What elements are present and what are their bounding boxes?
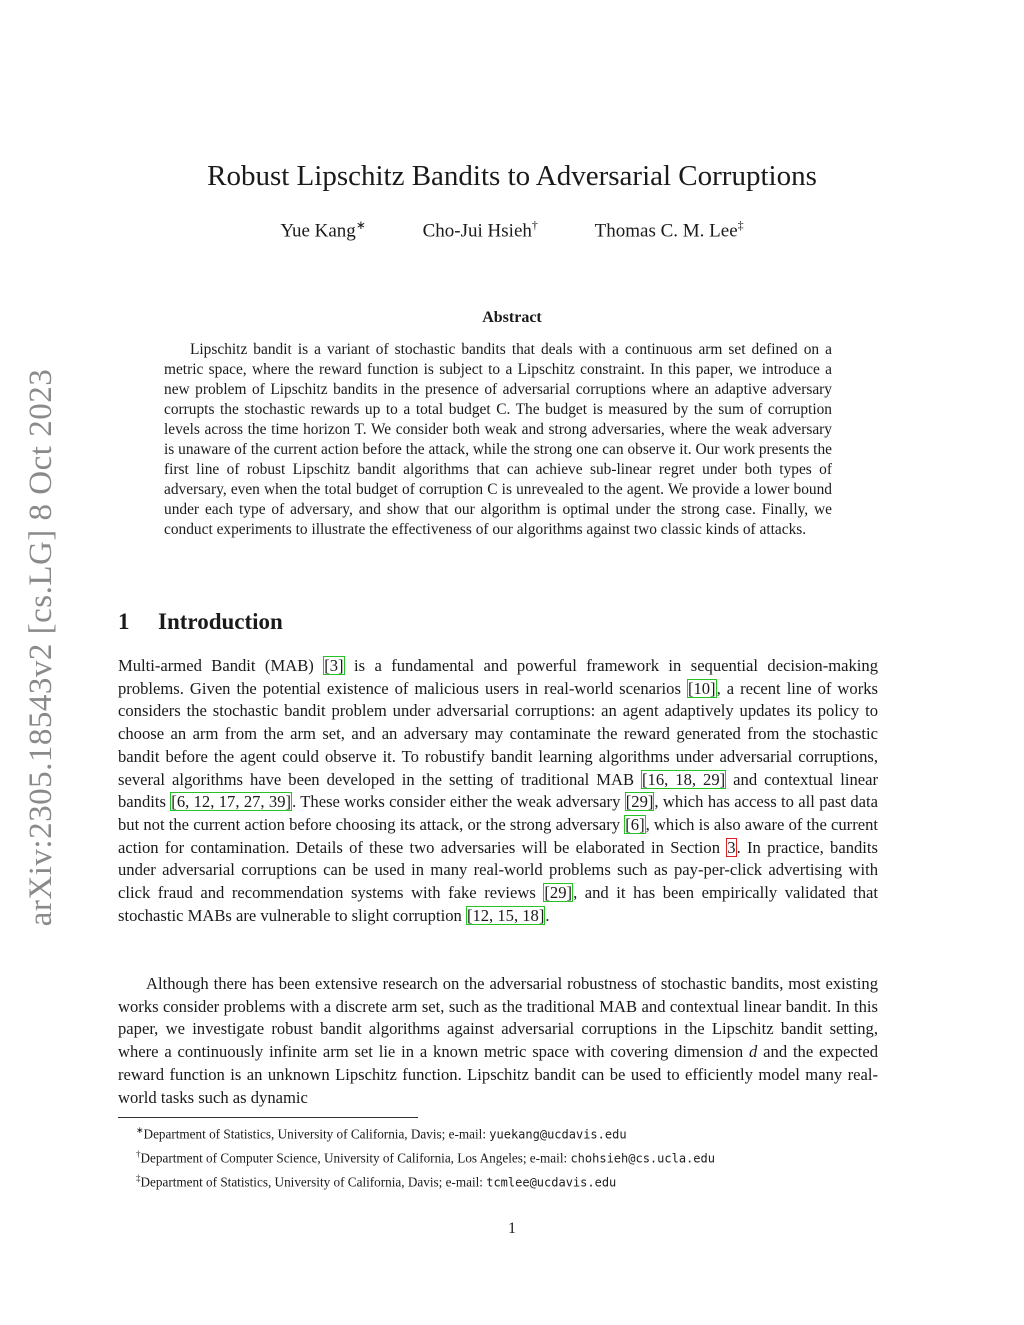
author-footnote-mark: ∗ <box>355 218 366 232</box>
text-run: . In practice, bandits under adversarial corruptions can be used in many real-world problems such as pay-per-click advertising with click fraud and recommendation systems with fake reviews <box>118 837 878 903</box>
footnote-1 <box>136 1121 715 1145</box>
text-run: , which is also aware of the current action for contamination. Details of these two adversaries will be elaborated in Section <box>118 814 878 857</box>
citation-link[interactable]: [3] <box>324 656 344 675</box>
footnote-mark: † <box>136 1148 141 1159</box>
section-number: 1 <box>118 609 130 634</box>
citation-link[interactable]: [6, 12, 17, 27, 39] <box>171 792 292 812</box>
citation-link[interactable]: [16, 18, 29] <box>642 769 726 789</box>
email-link[interactable]: chohsieh@cs.ucla.edu <box>570 1151 715 1166</box>
footnote-text: Department of Computer Science, University of California, Los Angeles; e-mail: <box>140 1150 571 1166</box>
citation-link[interactable]: [29] <box>544 883 573 903</box>
author-1 <box>280 218 366 242</box>
arxiv-identifier-stamp <box>18 365 66 930</box>
page-number: 1 <box>508 1220 516 1237</box>
citation-link[interactable]: [29] <box>625 792 654 812</box>
text-run: and the expected reward function is an unknown Lipschitz function. Lipschitz bandit can be used to efficiently model many real-world tasks such as dynamic <box>118 1042 878 1107</box>
text-run: , and it has been empirically validated that stochastic MABs are vulnerable to slight corruption <box>118 883 879 925</box>
author-list <box>0 218 1024 242</box>
citation-link[interactable]: [10] <box>687 678 716 698</box>
text-run: , a recent line of works considers the stochastic bandit problem under adversarial corruptions: an agent adaptively updates its policy to choose an arm from the arm set, and an adversary may contaminate the reward generated from the stochastic bandit before the agent could observe it. To robustify bandit learning algorithms under adversarial corruptions, several algorithms have been developed in the setting of traditional MAB <box>118 678 878 789</box>
text-run: Multi-armed Bandit (MAB) <box>118 656 324 675</box>
author-2 <box>423 218 538 242</box>
author-name: Thomas C. M. Lee <box>594 220 738 242</box>
author-name: Cho-Jui Hsieh <box>422 220 532 242</box>
footnote-mark: ∗ <box>136 1125 144 1135</box>
intro-paragraph-2 <box>118 973 878 1109</box>
intro-paragraph-1 <box>118 655 878 927</box>
footnote-3 <box>136 1169 715 1193</box>
text-run: . These works consider either the weak adversary <box>292 792 625 812</box>
abstract-text: Lipschitz bandit is a variant of stochastic bandits that deals with a continuous arm set defined on a metric space, where the reward function is subject to a Lipschitz constraint. In this paper, we introduce a new problem of Lipschitz bandits in the presence of adversarial corruptions where an adaptive adversary corrupts the stochastic rewards up to a total budget C. The budget is measured by the sum of corruption levels across the time horizon T. We consider both weak and strong adversaries, where the weak adversary is unaware of the current action before the attack, while the strong one can observe it. Our work presents the first line of robust Lipschitz bandit algorithms that can achieve sub-linear regret under both types of adversary, even when the total budget of corruption C is unrevealed to the agent. We provide a lower bound under each type of adversary, and show that our algorithm is optimal under the strong case. Finally, we conduct experiments to illustrate the effectiveness of our algorithms against two classic kinds of attacks. <box>164 341 832 538</box>
footnotes <box>136 1121 715 1193</box>
citation-link[interactable]: [12, 15, 18] <box>466 905 545 925</box>
author-footnote-mark: † <box>531 218 538 232</box>
text-run: is a fundamental and powerful framework in sequential decision-making problems. Given the potential existence of malicious users in real-world scenarios <box>118 656 879 698</box>
math-variable: d <box>749 1042 758 1062</box>
email-link[interactable]: yuekang@ucdavis.edu <box>489 1127 627 1142</box>
section-title: Introduction <box>158 609 283 634</box>
footnote-text: Department of Statistics, University of California, Davis; e-mail: <box>140 1174 487 1190</box>
footnote-mark: ‡ <box>136 1172 141 1183</box>
text-run: . <box>545 905 550 925</box>
text-run: Although there has been extensive research on the adversarial robustness of stochastic bandits, most existing works consider problems with a discrete arm set, such as the traditional MAB and contextual linear bandit. In this paper, we investigate robust bandit algorithms against adversarial corruptions in the Lipschitz bandit setting, where a continuously infinite arm set lie in a known metric space with covering dimension <box>118 974 878 1062</box>
text-run: and contextual linear bandits <box>118 769 878 812</box>
section-heading-introduction <box>118 609 283 635</box>
text-run: , which has access to all past data but not the current action before choosing its attack, or the strong adversary <box>118 792 878 834</box>
arxiv-id-text: arXiv:2305.18543v2 [cs.LG] 8 Oct 2023 <box>23 368 60 927</box>
citation-link[interactable]: [6] <box>625 814 645 834</box>
author-3 <box>595 218 744 242</box>
section-reference-link[interactable]: 3 <box>727 837 736 857</box>
footnote-divider <box>118 1117 418 1118</box>
footnote-text: Department of Statistics, University of California, Davis; e-mail: <box>143 1126 490 1142</box>
abstract-heading: Abstract <box>482 309 542 326</box>
author-name: Yue Kang <box>280 220 356 242</box>
paper-title: Robust Lipschitz Bandits to Adversarial Corruptions <box>207 160 817 192</box>
author-footnote-mark: ‡ <box>737 218 744 232</box>
footnote-2 <box>136 1145 715 1169</box>
email-link[interactable]: tcmlee@ucdavis.edu <box>486 1175 617 1190</box>
